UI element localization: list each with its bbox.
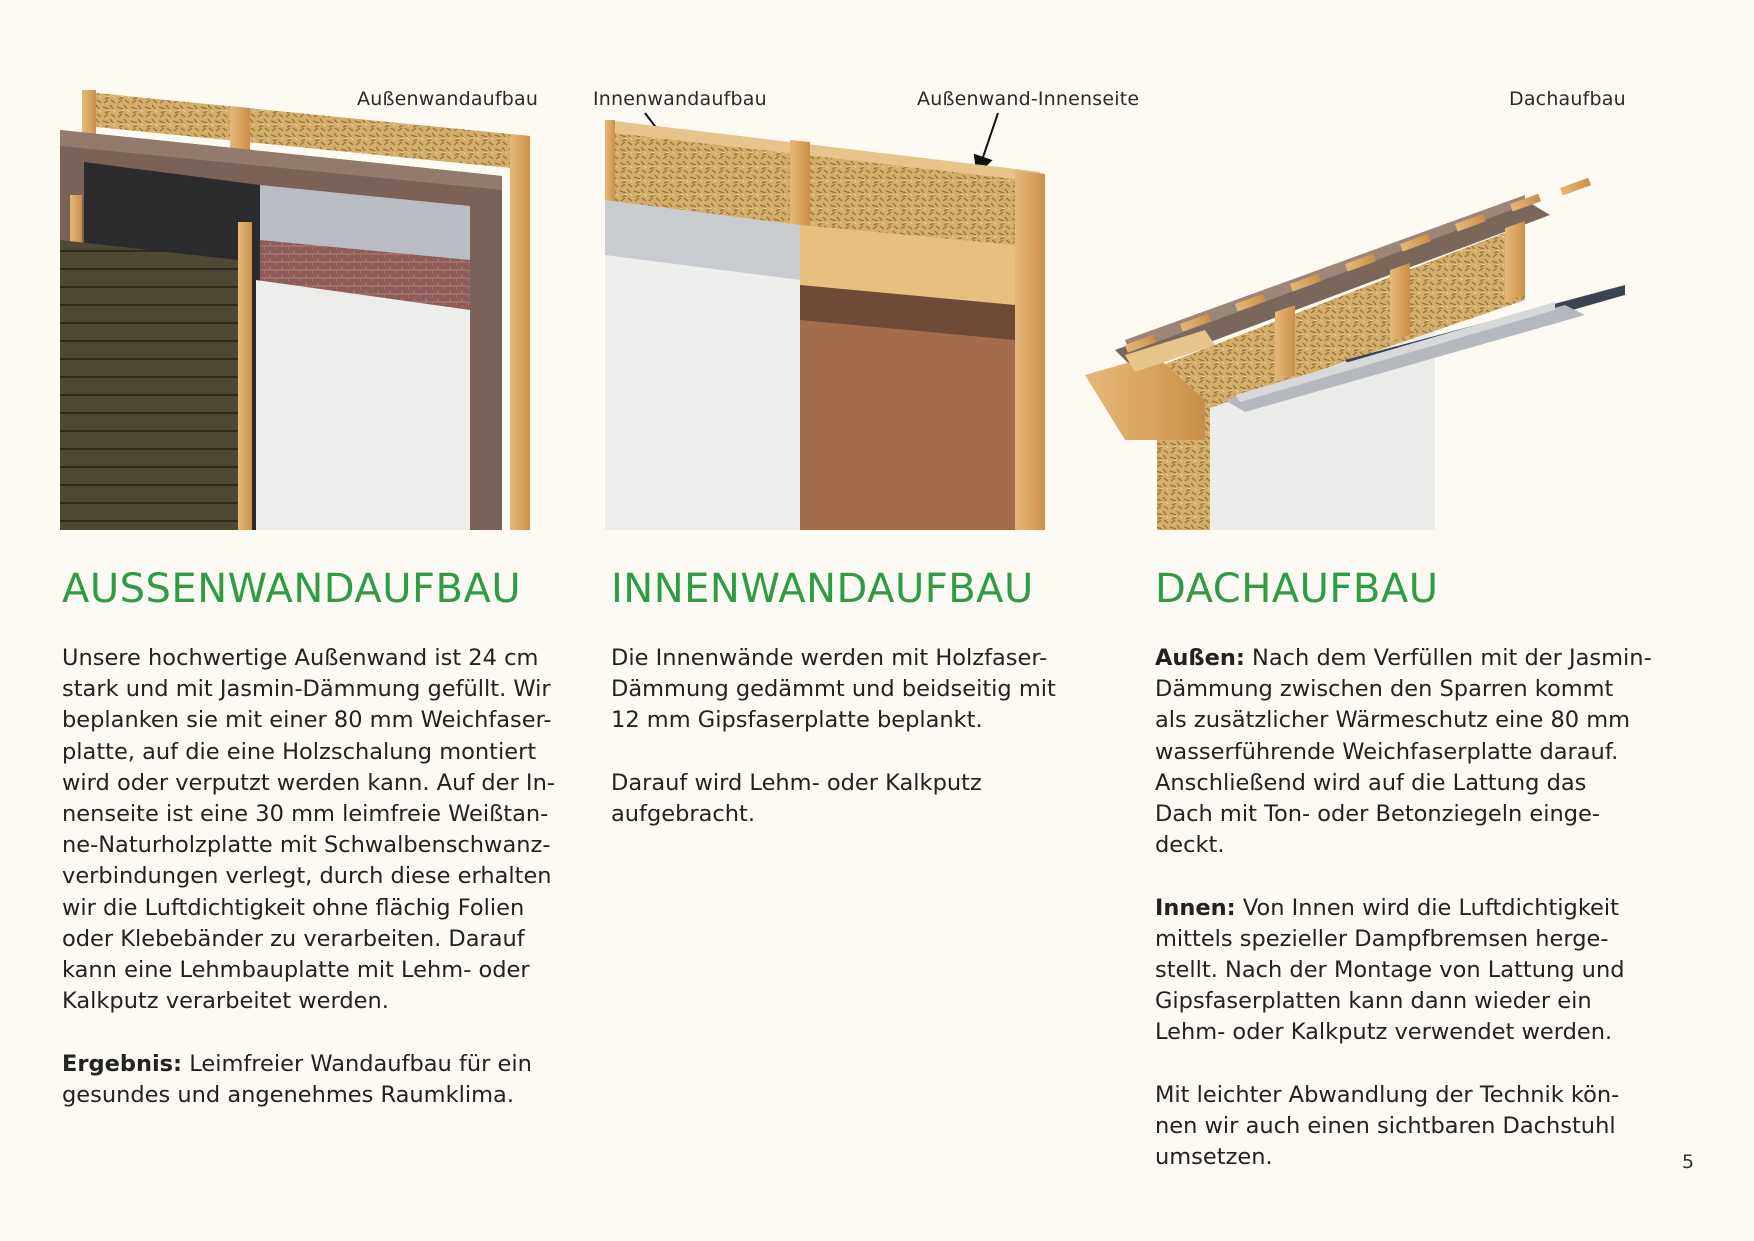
innenwand-paragraph-1: Die Innenwände werden mit Holzfaser- Dämmung gedämmt und beidseitig mit 12 mm Gipsfaserplatte beplankt. bbox=[611, 645, 1056, 734]
outer-text: Nach dem Verfüllen mit der Jasmin- Dämmung zwischen den Sparren kommt als zusätzlicher Wärmeschutz eine 80 mm wasserführende Weichfaserplatte darauf. Anschließend wird auf die Lattung das Dach mit Ton- oder Betonziegeln einge- deckt. bbox=[1155, 645, 1652, 859]
dach-heading: DACHAUFBAU bbox=[1155, 566, 1439, 612]
innenwand-heading: INNENWANDAUFBAU bbox=[611, 566, 1034, 612]
outer-label: Außen: bbox=[1155, 645, 1245, 671]
caption-dach: Dachaufbau bbox=[1509, 88, 1626, 110]
caption-aussenwand-innenseite: Außenwand-Innenseite bbox=[917, 88, 1140, 110]
dachaufbau-illustration bbox=[1085, 90, 1645, 535]
innenwand-paragraph-2: Darauf wird Lehm- oder Kalkputz aufgebracht. bbox=[611, 769, 982, 827]
result-label: Ergebnis: bbox=[62, 1050, 183, 1077]
innenwand-text bbox=[611, 643, 1081, 830]
dach-paragraph-3: Mit leichter Abwandlung der Technik kön- nen wir auch einen sichtbaren Dachstuhl umsetzen. bbox=[1155, 1081, 1620, 1171]
aussenwand-text bbox=[62, 643, 562, 1111]
dach-inner bbox=[1155, 893, 1655, 1049]
result-text: Leimfreier Wandaufbau für ein gesundes und angenehmes Raumklima. bbox=[62, 1050, 532, 1108]
inner-label: Innen: bbox=[1155, 894, 1236, 921]
dach-outer bbox=[1155, 643, 1655, 861]
inner-text: Von Innen wird die Luftdichtigkeit mittels spezieller Dampfbremsen herge- stellt. Nach der Montage von Lattung und Gipsfaserplatten kann dann wieder ein Lehm- oder Kalkputz verwendet werden. bbox=[1155, 894, 1625, 1046]
aussenwand-heading: AUSSENWANDAUFBAU bbox=[62, 566, 522, 612]
caption-innenwand: Innenwandaufbau bbox=[593, 88, 767, 110]
aussenwand-paragraph: Unsere hochwertige Außenwand ist 24 cm stark und mit Jasmin-Dämmung gefüllt. Wir beplanken sie mit einer 80 mm Weichfaser- platte, auf die eine Holzschalung montiert wird oder verputzt werden kann. Auf der In- nenseite ist eine 30 mm leimfreie Weißtan- ne-Naturholzplatte mit Schwalbenschwanz- verbindungen verlegt, durch diese erhalten wir die Luftdichtigkeit ohne flächig Folien oder Klebebänder zu verarbeiten. Darauf kann eine Lehmbauplatte mit Lehm- oder Kalkputz verarbeitet werden. bbox=[62, 645, 555, 1015]
dach-text bbox=[1155, 643, 1655, 1173]
caption-aussenwand: Außenwandaufbau bbox=[357, 88, 539, 110]
innenwand-illustration bbox=[605, 90, 1045, 535]
aussenwand-result bbox=[62, 1049, 562, 1111]
aussenwand-illustration bbox=[60, 90, 540, 535]
page-number: 5 bbox=[1682, 1151, 1695, 1173]
